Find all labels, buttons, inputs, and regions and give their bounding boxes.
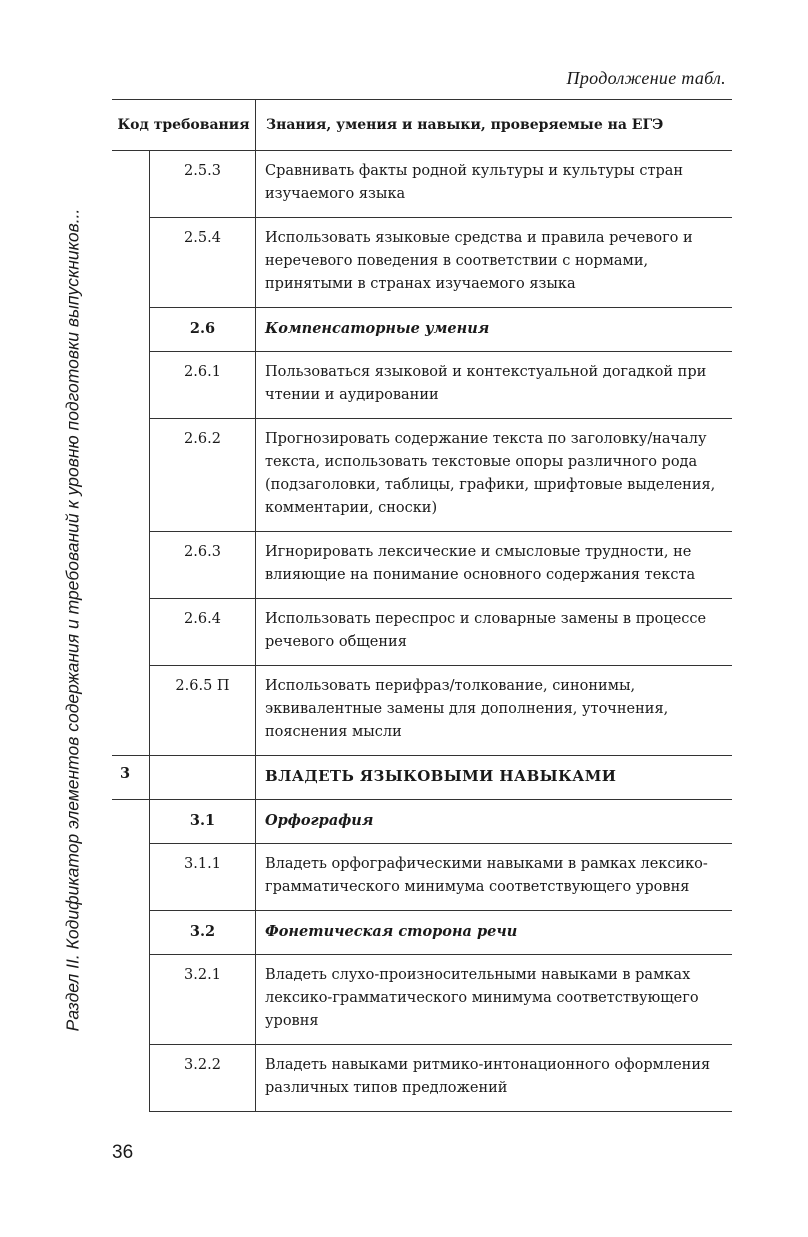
row-code: 3.1.1 (150, 844, 256, 911)
row-code: 3.2.1 (150, 955, 256, 1045)
row-text: Владеть орфографическими навыками в рамках лексико-грамматического минимума соответствующего уровня (256, 844, 733, 911)
header-description: Знания, умения и навыки, проверяемые на ЕГЭ (256, 100, 733, 151)
page-number: 36 (112, 1142, 134, 1163)
row-text: Использовать перифраз/толкование, синонимы, эквивалентные замены для дополнения, уточнения, пояснения мысли (256, 666, 733, 756)
row-code: 2.5.4 (150, 218, 256, 308)
table-row (112, 1045, 732, 1112)
table-row (112, 352, 732, 419)
row-text: Орфография (256, 800, 733, 844)
table-row (112, 218, 732, 308)
row-code: 2.6.1 (150, 352, 256, 419)
section-side-title: Раздел II. Кодификатор элементов содержания и требований к уровню подготовки выпускников... (62, 208, 83, 1032)
table-row-section (112, 911, 732, 955)
row-code: 2.6.5 П (150, 666, 256, 756)
row-text: Владеть навыками ритмико-интонационного оформления различных типов предложений (256, 1045, 733, 1112)
table-row (112, 955, 732, 1045)
row-code: 2.6.2 (150, 419, 256, 532)
table-row-section (112, 800, 732, 844)
row-text: Компенсаторные умения (256, 308, 733, 352)
row-code: 2.6.4 (150, 599, 256, 666)
table-row-major-section (112, 756, 732, 800)
row-text: ВЛАДЕТЬ ЯЗЫКОВЫМИ НАВЫКАМИ (256, 756, 733, 800)
table-row-section (112, 308, 732, 352)
row-text: Пользоваться языковой и контекстуальной догадкой при чтении и аудировании (256, 352, 733, 419)
table-row (112, 666, 732, 756)
row-code: 2.6.3 (150, 532, 256, 599)
table-row (112, 419, 732, 532)
left-blank-cell (112, 800, 150, 1112)
header-code: Код требования (112, 100, 256, 151)
row-code: 2.5.3 (150, 151, 256, 218)
row-code: 3.2 (150, 911, 256, 955)
left-blank-cell (112, 151, 150, 756)
major-section-blank (150, 756, 256, 800)
row-text: Прогнозировать содержание текста по заголовку/началу текста, использовать текстовые опоры различного рода (подзаголовки, таблицы, графики, шрифтовые выделения, комментарии, сноски) (256, 419, 733, 532)
requirements-table (112, 99, 732, 1112)
row-text: Фонетическая сторона речи (256, 911, 733, 955)
row-text: Использовать языковые средства и правила речевого и неречевого поведения в соответствии с нормами, принятыми в странах изучаемого языка (256, 218, 733, 308)
row-text: Игнорировать лексические и смысловые трудности, не влияющие на понимание основного содержания текста (256, 532, 733, 599)
continuation-label: Продолжение табл. (566, 68, 726, 88)
major-section-code: 3 (112, 756, 150, 800)
row-text: Владеть слухо-произносительными навыками в рамках лексико-грамматического минимума соответствующего уровня (256, 955, 733, 1045)
row-text: Использовать переспрос и словарные замены в процессе речевого общения (256, 599, 733, 666)
table-row (112, 532, 732, 599)
row-code: 2.6 (150, 308, 256, 352)
table-row (112, 151, 732, 218)
table-row (112, 599, 732, 666)
row-text: Сравнивать факты родной культуры и культуры стран изучаемого языка (256, 151, 733, 218)
row-code: 3.1 (150, 800, 256, 844)
row-code: 3.2.2 (150, 1045, 256, 1112)
table-row (112, 844, 732, 911)
table-header-row (112, 100, 732, 151)
